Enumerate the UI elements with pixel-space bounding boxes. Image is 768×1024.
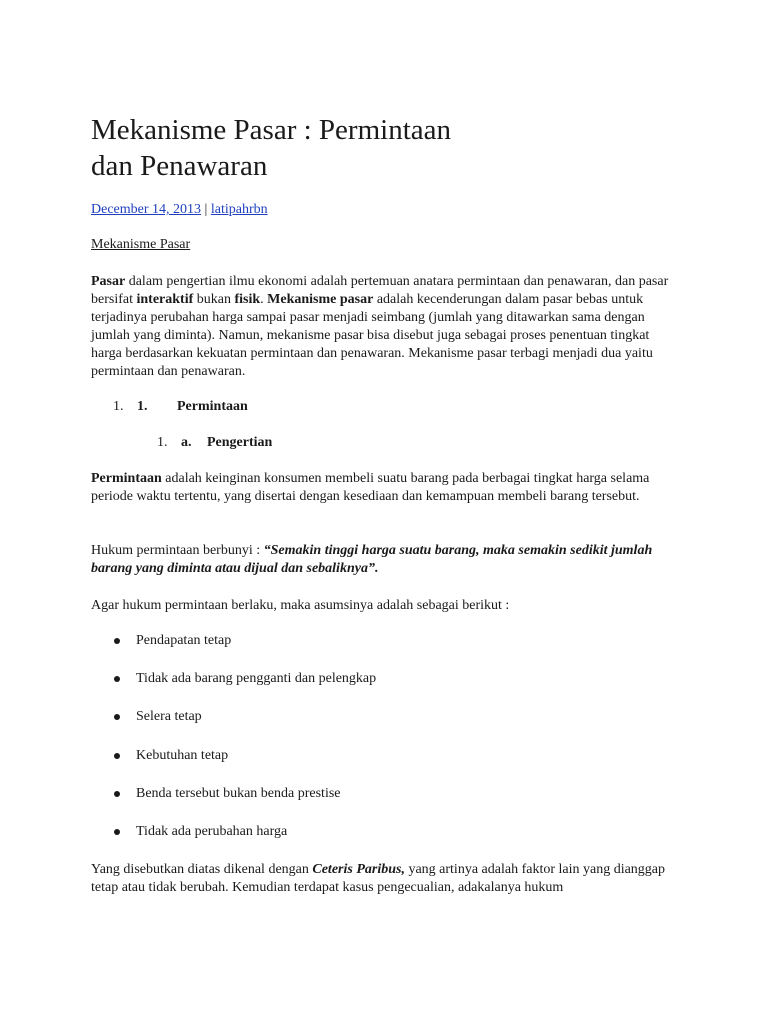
list-item [91, 670, 376, 708]
title-line-1: Mekanisme Pasar : Permintaan [91, 114, 451, 146]
list-label: Pengertian [207, 435, 273, 450]
author-link[interactable]: latipahrbn [210, 202, 268, 217]
section-heading: Mekanisme Pasar [91, 237, 191, 252]
paragraph-ceteris-paribus [91, 861, 681, 897]
list-item [91, 632, 376, 670]
definition-text: adalah keinginan konsumen membeli suatu barang pada berbagai tingkat harga selama periode waktu tertentu, yang disertai dengan kesediaan dan kemampuan membeli barang tersebut. [91, 471, 650, 504]
list-item [91, 708, 376, 746]
meta-separator: | [204, 202, 208, 217]
list-label: Permintaan [177, 399, 248, 414]
list-item-text: Pendapatan tetap [136, 633, 232, 648]
list-item-text: Kebutuhan tetap [136, 747, 229, 763]
list-item [91, 747, 376, 785]
term-permintaan: Permintaan [91, 471, 162, 486]
list-item-pengertian [157, 434, 272, 452]
closing-text-2: yang artinya adalah faktor lain yang dianggap tetap atau tidak berubah. Kemudian terdapat kasus pengecualian, adakalanya hukum [91, 862, 666, 895]
bullet-icon [114, 791, 120, 797]
post-date-link[interactable]: December 14, 2013 [91, 202, 202, 217]
bullet-icon [114, 638, 120, 644]
title-line-2: dan Penawaran [91, 150, 268, 182]
bullet-icon [114, 829, 120, 835]
list-item [91, 785, 376, 823]
term-mekanisme-pasar: Mekanisme pasar [267, 292, 374, 307]
list-item-text: Tidak ada barang pengganti dan pelengkap [136, 671, 377, 687]
article-title [91, 112, 591, 184]
paragraph-assumption-intro: Agar hukum permintaan berlaku, maka asumsinya adalah sebagai berikut : [91, 598, 510, 613]
term-interaktif: interaktif [136, 292, 194, 307]
list-number: 1. [157, 435, 168, 450]
p1-text-3: . [260, 292, 268, 307]
assumption-list [91, 632, 376, 861]
list-sub-number: 1. [137, 399, 148, 414]
list-item [91, 823, 376, 861]
list-sub-letter: a. [181, 435, 192, 450]
list-item-text: Tidak ada perubahan harga [136, 823, 288, 839]
law-prefix: Hukum permintaan berbunyi : [91, 543, 264, 558]
list-number: 1. [113, 399, 124, 414]
list-item-permintaan [113, 398, 248, 416]
bullet-icon [114, 753, 120, 759]
post-meta [91, 201, 268, 219]
bullet-icon [114, 714, 120, 720]
paragraph-definition [91, 470, 681, 506]
law-quote: “Semakin tinggi harga suatu barang, maka semakin sedikit jumlah barang yang diminta atau dijual dan sebaliknya”. [91, 543, 653, 576]
term-fisik: fisik [234, 292, 261, 307]
bullet-icon [114, 676, 120, 682]
term-pasar: Pasar [91, 274, 126, 289]
p1-text-4: adalah kecenderungan dalam pasar bebas untuk terjadinya perubahan harga sampai pasar menjadi seimbang (jumlah yang ditawarkan sama dengan jumlah yang diminta). Namun, mekanisme pasar bisa disebut juga sebagai proses penentuan tingkat harga berdasarkan kekuatan permintaan dan penawaran. Mekanisme pasar terbagi menjadi dua yaitu permintaan dan penawaran. [91, 292, 653, 379]
paragraph-law [91, 542, 671, 578]
paragraph-pasar [91, 273, 681, 381]
term-ceteris-paribus: Ceteris Paribus, [312, 862, 405, 877]
list-item-text: Benda tersebut bukan benda prestise [136, 785, 341, 801]
closing-text-1: Yang disebutkan diatas dikenal dengan [91, 862, 313, 877]
p1-text-1: dalam pengertian ilmu ekonomi adalah pertemuan anatara permintaan dan penawaran, dan pasar bersifat [91, 274, 669, 307]
p1-text-2: bukan [193, 292, 235, 307]
list-item-text: Selera tetap [136, 709, 202, 725]
